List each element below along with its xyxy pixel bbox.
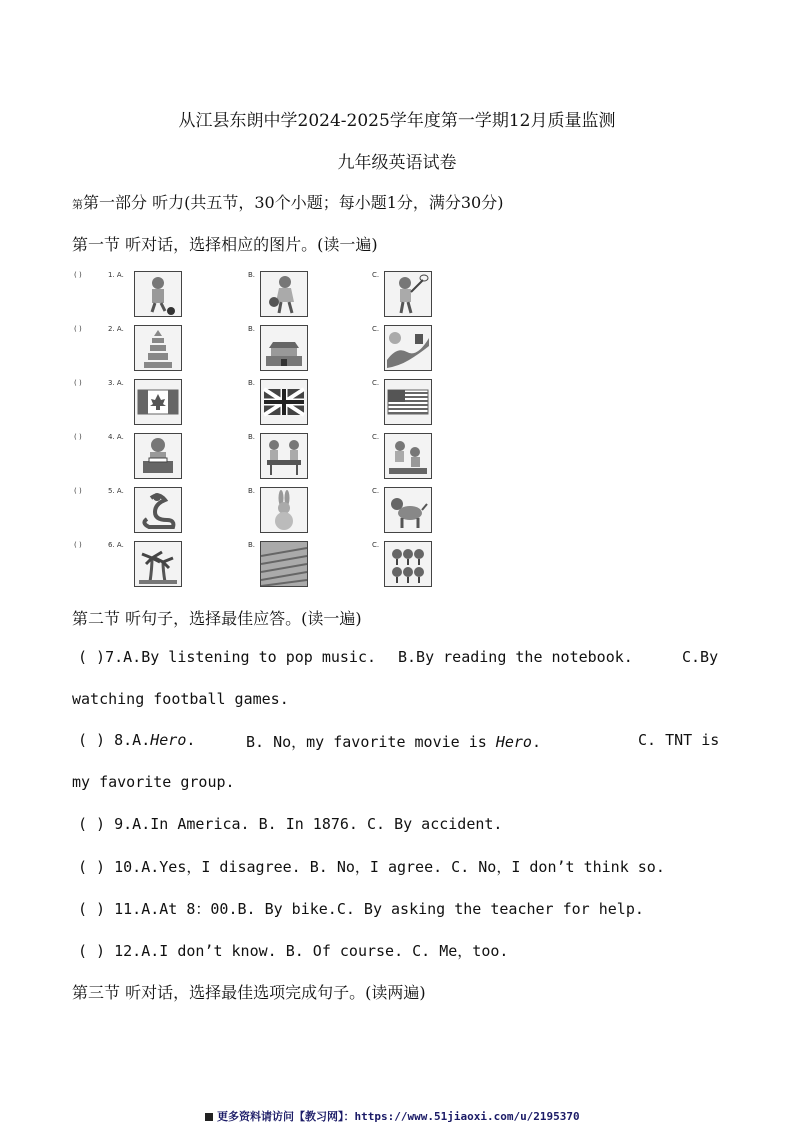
rabbit-icon[interactable]: [260, 487, 308, 533]
option-c-label: C.: [372, 325, 380, 333]
question-11: ( ) 11.A.At 8：00.B. By bike.C. By asking the teacher for help.: [78, 900, 644, 918]
q8-continuation: my favorite group.: [72, 773, 235, 791]
field-icon[interactable]: [260, 541, 308, 587]
picture-question-grid: [72, 265, 442, 590]
option-c-label: C.: [372, 541, 380, 549]
q7-option-b: B.By reading the notebook.: [398, 648, 633, 666]
part1-heading: 第一部分 听力(共五节，30个小题；每小题1分，满分30分): [83, 193, 504, 212]
part1-prefix: 第: [72, 198, 83, 211]
q7-continuation: watching football games.: [72, 690, 289, 708]
answer-paren[interactable]: ( ): [74, 541, 82, 549]
question-label: 2. A.: [108, 325, 124, 333]
dog-icon[interactable]: [384, 487, 432, 533]
picture-row-6: [72, 535, 442, 585]
option-c-label: C.: [372, 379, 380, 387]
section3-heading: 第三节 听对话，选择最佳选项完成句子。(读两遍): [72, 983, 426, 1002]
q8-option-c: C. TNT is: [638, 731, 720, 749]
option-b-label: B.: [248, 541, 256, 549]
part1-heading-line: [72, 190, 503, 213]
question-label: 3. A.: [108, 379, 124, 387]
girl-basketball-icon[interactable]: [260, 271, 308, 317]
picture-row-3: [72, 373, 442, 423]
palm-trees-icon[interactable]: [134, 541, 182, 587]
snake-icon[interactable]: [134, 487, 182, 533]
q8-option-a: ( ) 8.A.Hero.: [78, 731, 196, 749]
footer-link[interactable]: [205, 1108, 580, 1124]
picture-row-5: [72, 481, 442, 531]
question-label: 4. A.: [108, 433, 124, 441]
option-c-label: C.: [372, 433, 380, 441]
footer-text[interactable]: 更多资料请访问【教习网】：https://www.51jiaoxi.com/u/2195370: [217, 1110, 580, 1123]
q7-option-a: ( )7.A.By listening to pop music.: [78, 648, 377, 666]
question-label: 6. A.: [108, 541, 124, 549]
answer-paren[interactable]: ( ): [74, 379, 82, 387]
option-b-label: B.: [248, 325, 256, 333]
q7-option-c: C.By: [682, 648, 719, 666]
exam-title: 从江县东朗中学2024-2025学年度第一学期12月质量监测: [178, 111, 616, 131]
flag-icon: [205, 1113, 213, 1121]
student-reading-icon[interactable]: [134, 433, 182, 479]
children-playing-icon[interactable]: [384, 433, 432, 479]
uk-flag-icon[interactable]: [260, 379, 308, 425]
answer-paren[interactable]: ( ): [74, 487, 82, 495]
question-12: ( ) 12.A.I don’t know. B. Of course. C. Me，too.: [78, 942, 509, 960]
picture-row-2: [72, 319, 442, 369]
pagoda-icon[interactable]: [134, 325, 182, 371]
picture-row-4: [72, 427, 442, 477]
option-b-label: B.: [248, 433, 256, 441]
option-c-label: C.: [372, 271, 380, 279]
canada-flag-icon[interactable]: [134, 379, 182, 425]
question-label: 5. A.: [108, 487, 124, 495]
tiananmen-icon[interactable]: [260, 325, 308, 371]
section2-heading: 第二节 听句子，选择最佳应答。(读一遍): [72, 609, 362, 628]
students-table-icon[interactable]: [260, 433, 308, 479]
exam-subtitle: 九年级英语试卷: [337, 153, 457, 173]
picture-row-1: [72, 265, 442, 315]
trees-icon[interactable]: [384, 541, 432, 587]
question-9: ( ) 9.A.In America. B. In 1876. C. By accident.: [78, 815, 503, 833]
girl-badminton-icon[interactable]: [384, 271, 432, 317]
section1-heading: 第一节 听对话，选择相应的图片。(读一遍): [72, 235, 378, 254]
answer-paren[interactable]: ( ): [74, 433, 82, 441]
answer-paren[interactable]: ( ): [74, 325, 82, 333]
question-label: 1. A.: [108, 271, 124, 279]
boy-soccer-icon[interactable]: [134, 271, 182, 317]
option-b-label: B.: [248, 487, 256, 495]
option-c-label: C.: [372, 487, 380, 495]
great-wall-icon[interactable]: [384, 325, 432, 371]
option-b-label: B.: [248, 271, 256, 279]
q8-option-b: B. No，my favorite movie is Hero.: [246, 733, 541, 751]
option-b-label: B.: [248, 379, 256, 387]
answer-paren[interactable]: ( ): [74, 271, 82, 279]
question-10: ( ) 10.A.Yes，I disagree. B. No，I agree. C. No，I don’t think so.: [78, 858, 665, 876]
usa-flag-icon[interactable]: [384, 379, 432, 425]
